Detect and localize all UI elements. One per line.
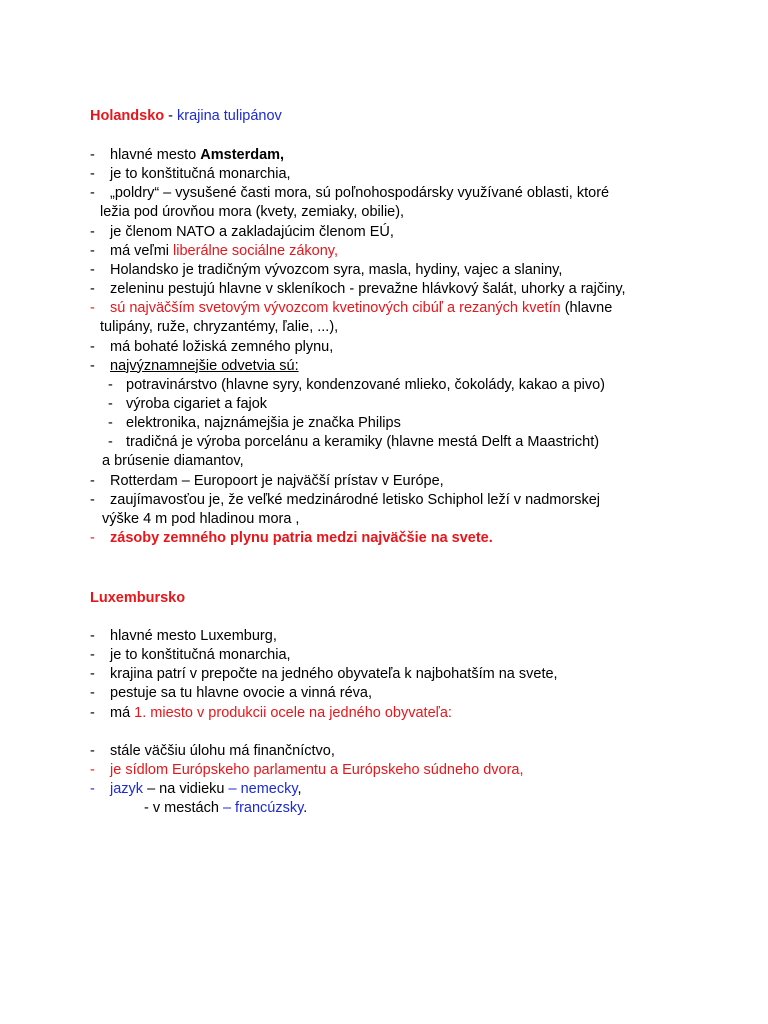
bullet-dash: - [90,281,95,298]
list-item-text [110,357,299,376]
bullet-dash: - [90,242,95,259]
text-run: „poldry“ – vysušené časti mora, sú poľnohospodársky využívané oblasti, ktoré [110,185,610,202]
text-run: výroba cigariet a fajok [126,395,268,412]
list-item-text [110,529,493,548]
list-item-text [126,376,605,395]
text-run: Holandsko je tradičným vývozcom syra, masla, hydiny, vajec a slaniny, [110,261,563,278]
list-item-text [100,318,338,337]
text-run: stále väčšiu úlohu má finančníctvo, [110,742,335,759]
text-run: je to konštitučná monarchia, [110,647,291,664]
bullet-dash: - [108,376,113,393]
bullet-dash: - [90,185,95,202]
list-item-text [110,704,452,723]
list-item-text [110,491,600,510]
bullet-dash: - [108,395,113,412]
text-run: – na vidieku [143,781,229,798]
list-item-text [110,223,394,242]
bullet-dash: - [90,781,95,798]
section-heading-holandsko [90,107,282,126]
text-run: pestuje sa tu hlavne ovocie a vinná réva, [110,685,372,702]
text-run: má [110,704,135,721]
list-item-text [110,280,626,299]
list-item-text [110,684,372,703]
bullet-dash: - [90,338,95,355]
text-run: (hlavne [560,300,613,317]
text-run: . [303,800,308,817]
text-run: má veľmi [110,242,174,259]
text-run: ležia pod úrovňou mora (kvety, zemiaky, obilie), [100,204,405,221]
list-item-text [126,395,267,414]
list-item-text [126,414,401,433]
list-item-text [110,165,291,184]
bullet-dash: - [90,147,95,163]
list-item-text [110,742,335,761]
text-run: tulipány, ruže, chryzantémy, ľalie, ...), [100,319,339,336]
text-run: - v mestách [144,800,223,817]
list-item-text [110,627,277,646]
text-run: elektronika, najznámejšia je značka Philips [126,415,401,432]
bullet-dash: - [90,300,95,317]
bullet-dash: - [90,472,95,489]
text-run: je členom NATO a zakladajúcim členom EÚ, [110,223,394,240]
text-run: liberálne sociálne zákony, [173,242,339,259]
list-item-text [110,665,558,684]
bullet-dash: - [90,261,95,278]
list-item-text [110,242,338,261]
heading-dash: - [164,108,178,124]
list-item-text [110,299,612,318]
heading-title: Holandsko [90,108,165,124]
text-run: je sídlom Európskeho parlamentu a Európskeho súdneho dvora, [110,762,524,779]
text-run: má bohaté ložiská zemného plynu, [110,338,334,355]
text-run: zásoby zemného plynu patria medzi najväčšie na svete. [110,530,493,546]
bullet-dash: - [90,357,95,374]
text-run: , [297,781,302,798]
heading-title: Luxembursko [90,590,186,606]
bullet-dash: - [90,628,95,644]
text-run: hlavné mesto [110,147,201,163]
list-item-text [110,338,333,357]
bullet-dash: - [90,762,95,779]
list-item-text [126,433,599,452]
bullet-dash: - [108,434,113,451]
text-run: 1. miesto v produkcii ocele na jedného obyvateľa: [134,704,452,721]
text-run: jazyk [110,781,144,798]
text-run: a brúsenie diamantov, [102,453,244,470]
bullet-dash: - [90,491,95,508]
bullet-dash: - [90,223,95,240]
list-item-text [110,261,562,280]
list-item-text [144,799,307,818]
text-run: tradičná je výroba porcelánu a keramiky (hlavne mestá Delft a Maastricht) [126,434,600,451]
list-item-text [110,146,284,165]
text-run: potravinárstvo (hlavne syry, kondenzované mlieko, čokolády, kakao a pivo) [126,376,606,393]
bullet-dash: - [108,415,113,432]
text-run: výške 4 m pod hladinou mora , [102,510,300,527]
text-run: zaujímavosťou je, že veľké medzinárodné letisko Schiphol leží v nadmorskej [110,491,601,508]
text-run: Amsterdam, [200,147,285,163]
list-item-text [110,761,524,780]
list-item-text [110,646,291,665]
list-item-text [102,510,299,529]
text-run: – nemecky [228,781,298,798]
bullet-dash: - [90,685,95,702]
bullet-dash: - [90,666,95,683]
bullet-dash: - [90,530,95,546]
list-item-text [110,184,609,203]
list-item-text [110,780,302,799]
text-run: najvýznamnejšie odvetvia sú: [110,357,299,374]
section-heading-luxembursko [90,589,185,608]
text-run: hlavné mesto Luxemburg, [110,628,277,644]
heading-subtitle: krajina tulipánov [177,108,282,124]
list-item-text [100,203,404,222]
text-run: – francúzsky [222,800,304,817]
text-run: zeleninu pestujú hlavne v skleníkoch - prevažne hlávkový šalát, uhorky a rajčiny, [110,281,626,298]
bullet-dash: - [90,166,95,183]
text-run: je to konštitučná monarchia, [110,166,291,183]
list-item-text [102,452,244,471]
bullet-dash: - [90,742,95,759]
bullet-dash: - [90,647,95,664]
bullet-dash: - [90,704,95,721]
list-item-text [110,472,444,491]
text-run: krajina patrí v prepočte na jedného obyvateľa k najbohatším na svete, [110,666,558,683]
text-run: Rotterdam – Europoort je najväčší prístav v Európe, [110,472,444,489]
text-run: sú najväčším svetovým vývozcom kvetinových cibúľ a rezaných kvetín [110,300,561,317]
